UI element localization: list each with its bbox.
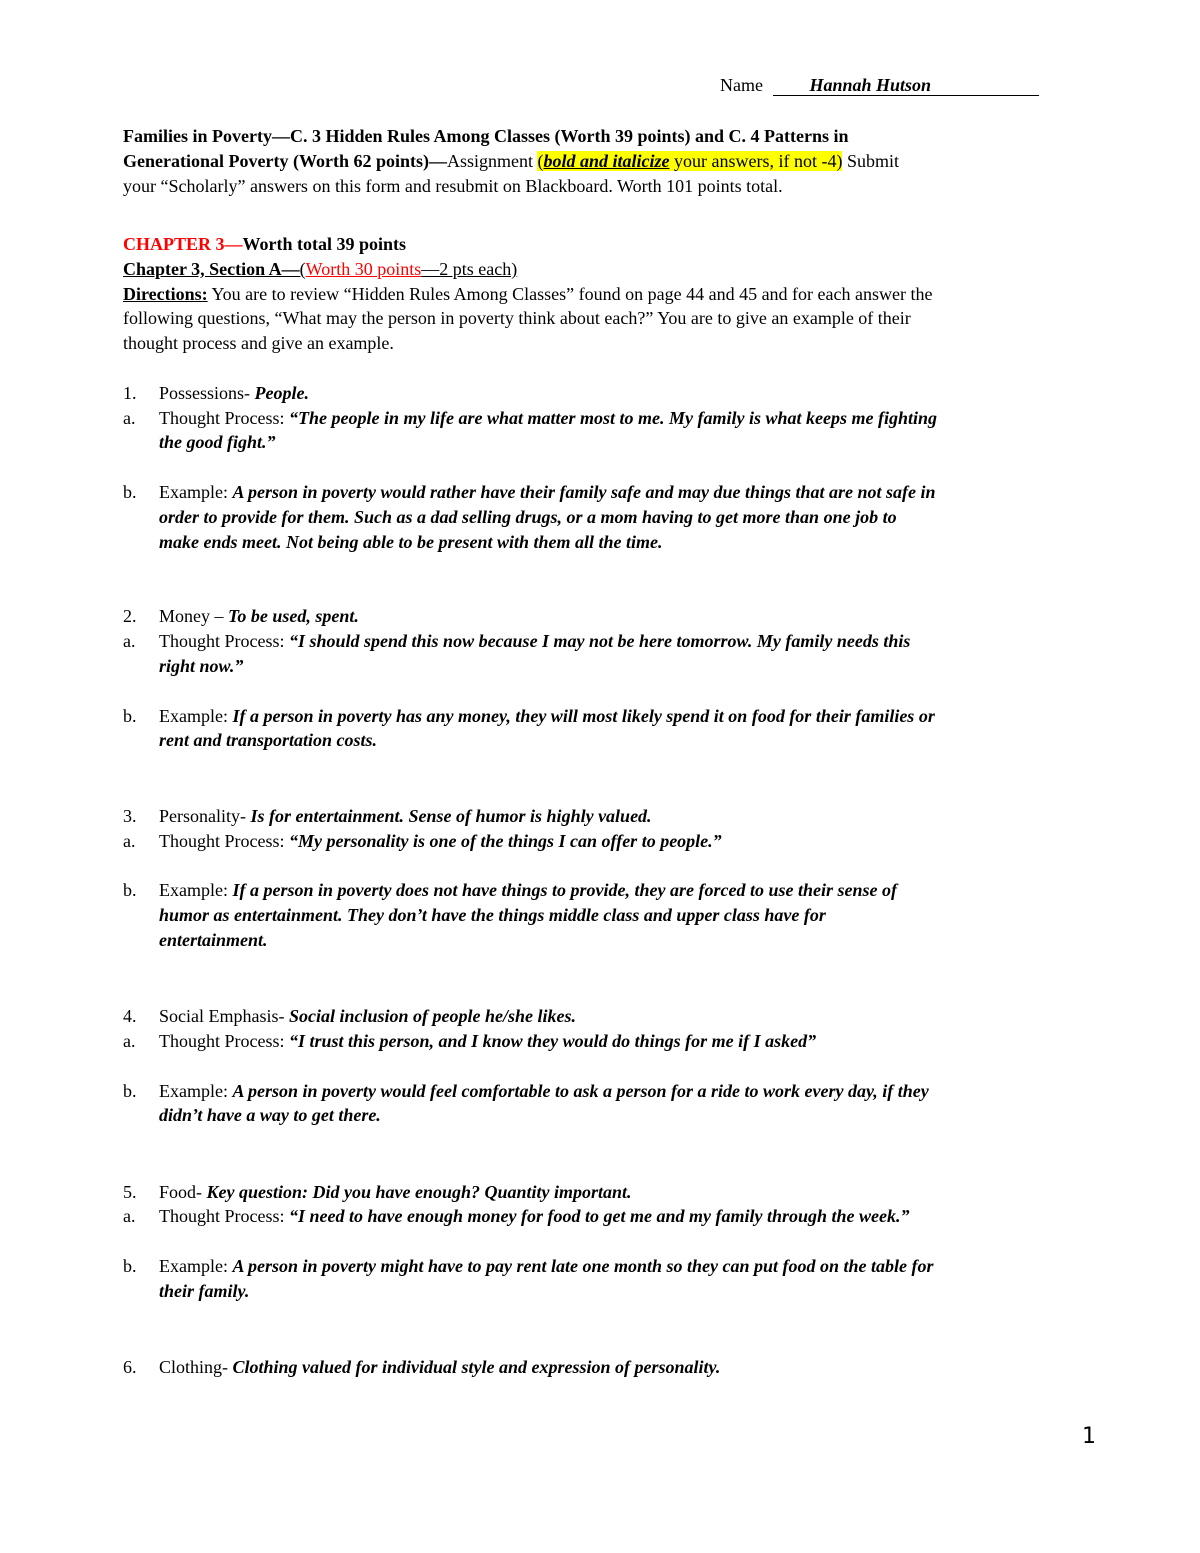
name-line	[720, 73, 1039, 98]
thought-process: a. Thought Process: “The people in my life are what matter most to me. My family is what keeps me fighting	[123, 408, 937, 428]
answer-text: their family.	[159, 1281, 250, 1301]
list-item: 4. Social Emphasis- Social inclusion of people he/she likes.	[123, 1006, 576, 1026]
instruction-highlight: (bold and italicize your answers, if not -4)	[537, 151, 843, 171]
list-item: 3. Personality- Is for entertainment. Sense of humor is highly valued.	[123, 806, 652, 826]
answer-text: didn’t have a way to get there.	[159, 1105, 381, 1125]
answer-text: make ends meet. Not being able to be present with them all the time.	[159, 532, 663, 552]
answer-text: the good fight.”	[159, 432, 276, 452]
assignment-instructions: your “Scholarly” answers on this form and resubmit on Blackboard. Worth 101 points total.	[123, 176, 783, 196]
assignment-title-line2: Generational Poverty (Worth 62 points)—Assignment (bold and italicize your answers, if not -4) Submit	[123, 151, 899, 171]
example: b. Example: A person in poverty would rather have their family safe and may due things that are not safe in	[123, 482, 936, 502]
answer-text: right now.”	[159, 656, 244, 676]
example: b. Example: A person in poverty would feel comfortable to ask a person for a ride to work every day, if they	[123, 1081, 929, 1101]
answer-text: humor as entertainment. They don’t have the things middle class and upper class have for	[159, 905, 826, 925]
example: b. Example: A person in poverty might have to pay rent late one month so they can put food on the table for	[123, 1256, 934, 1276]
list-item: 5. Food- Key question: Did you have enough? Quantity important.	[123, 1182, 632, 1202]
list-item: 1. Possessions- People.	[123, 383, 310, 403]
directions-line2: following questions, “What may the person in poverty think about each?” You are to give an example of their	[123, 308, 911, 328]
directions-label: Directions:	[123, 284, 208, 304]
thought-process: a. Thought Process: “I trust this person, and I know they would do things for me if I asked”	[123, 1031, 817, 1051]
example: b. Example: If a person in poverty has any money, they will most likely spend it on food for their families or	[123, 706, 935, 726]
answer-text: rent and transportation costs.	[159, 730, 378, 750]
example: b. Example: If a person in poverty does not have things to provide, they are forced to use their sense of	[123, 880, 897, 900]
assignment-title: Families in Poverty—C. 3 Hidden Rules Among Classes (Worth 39 points) and C. 4 Patterns in	[123, 126, 849, 146]
thought-process: a. Thought Process: “I need to have enough money for food to get me and my family through the week.”	[123, 1206, 910, 1226]
thought-process: a. Thought Process: “I should spend this now because I may not be here tomorrow. My family needs this	[123, 631, 911, 651]
directions: Directions: You are to review “Hidden Rules Among Classes” found on page 44 and 45 and for each answer the	[123, 284, 933, 304]
thought-process: a. Thought Process: “My personality is one of the things I can offer to people.”	[123, 831, 722, 851]
answer-text: entertainment.	[159, 930, 268, 950]
name-label: Name	[720, 75, 763, 95]
answer-text: order to provide for them. Such as a dad selling drugs, or a mom having to get more than one job to	[159, 507, 897, 527]
name-value: Hannah Hutson	[809, 75, 932, 95]
page-number: 1	[1082, 1424, 1096, 1449]
section-heading: Chapter 3, Section A—(Worth 30 points—2 pts each)	[123, 259, 518, 279]
list-item: 2. Money – To be used, spent.	[123, 606, 359, 626]
directions-line3: thought process and give an example.	[123, 333, 394, 353]
chapter-heading: CHAPTER 3—Worth total 39 points	[123, 234, 407, 254]
list-item: 6. Clothing- Clothing valued for individual style and expression of personality.	[123, 1357, 721, 1377]
name-field	[773, 75, 1039, 96]
